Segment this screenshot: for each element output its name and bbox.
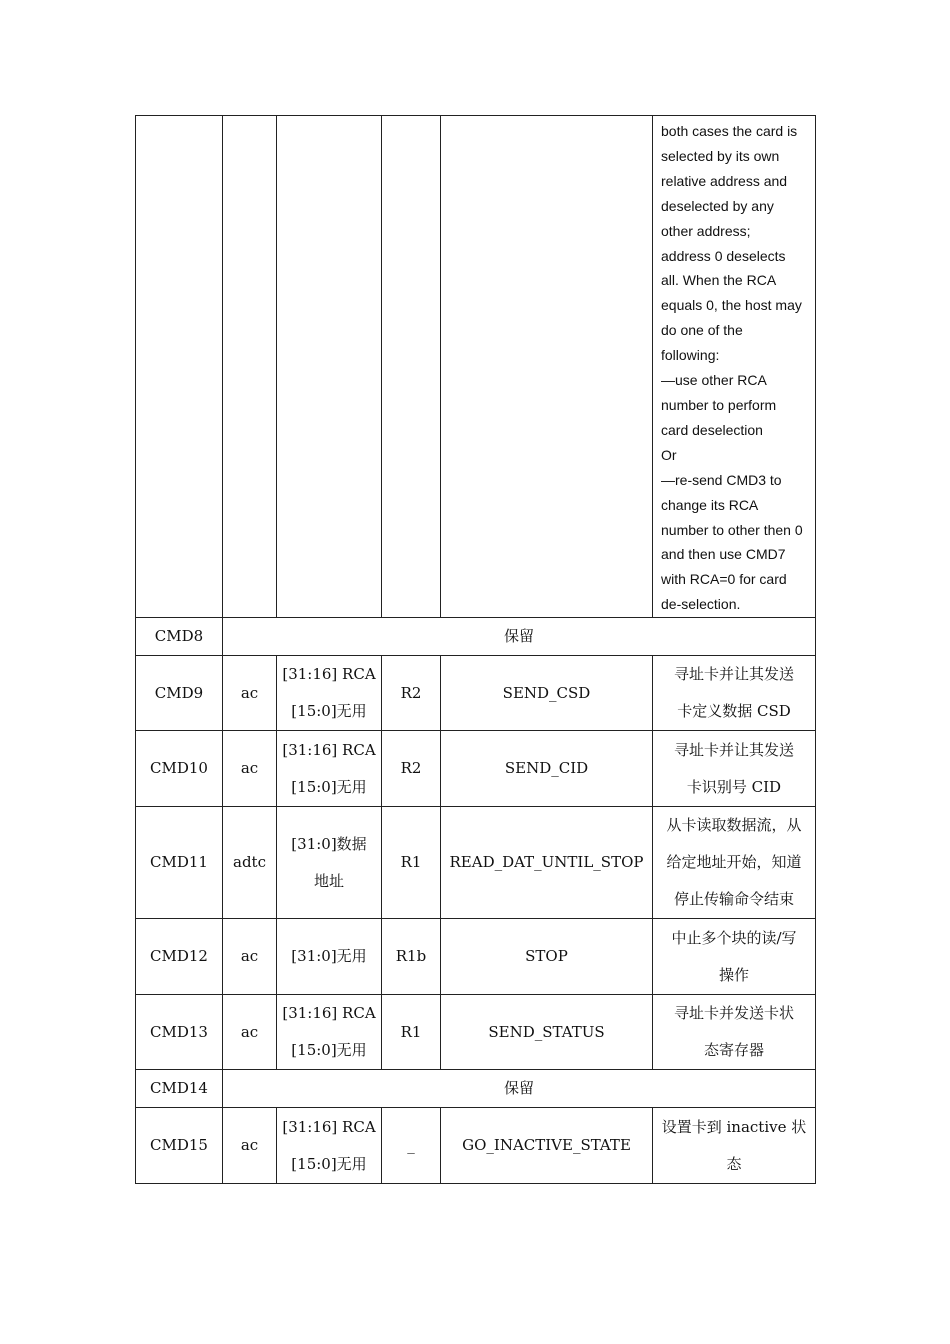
cmd-index-cell: CMD15 <box>136 1108 223 1184</box>
table-row <box>136 807 816 919</box>
type-cell: ac <box>223 656 277 731</box>
table-row <box>136 1108 816 1184</box>
table-row <box>136 995 816 1070</box>
argument-cell: [31:16] RCA [15:0]无用 <box>277 656 382 731</box>
argument-cell: [31:16] RCA [15:0]无用 <box>277 995 382 1070</box>
abbreviation-cell: SEND_CID <box>441 731 653 807</box>
response-cell: R1b <box>382 919 441 995</box>
response-cell: _ <box>382 1108 441 1184</box>
argument-cell: [31:0]数据 地址 <box>277 807 382 919</box>
table-row <box>136 919 816 995</box>
reserved-row <box>136 1070 816 1108</box>
abbreviation-cell: READ_DAT_UNTIL_STOP <box>441 807 653 919</box>
cmd-index-cell: CMD9 <box>136 656 223 731</box>
cmd-index-cell: CMD11 <box>136 807 223 919</box>
description-cell: 从卡读取数据流，从 给定地址开始，知道 停止传输命令结束 <box>653 807 816 919</box>
argument-cell: [31:16] RCA [15:0]无用 <box>277 1108 382 1184</box>
response-cell: R1 <box>382 807 441 919</box>
cmd-index-cell: CMD14 <box>136 1070 223 1108</box>
continuation-row <box>136 116 816 618</box>
cmd-index-cell: CMD10 <box>136 731 223 807</box>
description-cell: 中止多个块的读/写 操作 <box>653 919 816 995</box>
type-cell: adtc <box>223 807 277 919</box>
abbreviation-cell <box>441 116 653 618</box>
reserved-label-cell: 保留 <box>223 1070 816 1108</box>
description-cell: 设置卡到 inactive 状 态 <box>653 1108 816 1184</box>
description-cell: 寻址卡并让其发送 卡定义数据 CSD <box>653 656 816 731</box>
cmd-index-cell <box>136 116 223 618</box>
command-table-body <box>136 116 816 1184</box>
table-row <box>136 731 816 807</box>
type-cell: ac <box>223 1108 277 1184</box>
cmd-index-cell: CMD8 <box>136 618 223 656</box>
argument-cell <box>277 116 382 618</box>
description-cell: 寻址卡并让其发送 卡识别号 CID <box>653 731 816 807</box>
response-cell: R1 <box>382 995 441 1070</box>
reserved-row <box>136 618 816 656</box>
cmd-index-cell: CMD13 <box>136 995 223 1070</box>
abbreviation-cell: SEND_CSD <box>441 656 653 731</box>
type-cell: ac <box>223 731 277 807</box>
cmd-index-cell: CMD12 <box>136 919 223 995</box>
argument-cell: [31:0]无用 <box>277 919 382 995</box>
table-row <box>136 656 816 731</box>
response-cell: R2 <box>382 656 441 731</box>
response-cell: R2 <box>382 731 441 807</box>
type-cell <box>223 116 277 618</box>
abbreviation-cell: STOP <box>441 919 653 995</box>
description-cell: both cases the card is selected by its own relative address and deselected by any other address; address 0 deselects all. When the RCA equals 0, the host may do one of the following: —use other RCA number to perform card deselection Or —re-send CMD3 to change its RCA number to other then 0 and then use CMD7 with RCA=0 for card de-selection. <box>653 116 816 618</box>
type-cell: ac <box>223 919 277 995</box>
command-table <box>135 115 816 1184</box>
abbreviation-cell: SEND_STATUS <box>441 995 653 1070</box>
abbreviation-cell: GO_INACTIVE_STATE <box>441 1108 653 1184</box>
type-cell: ac <box>223 995 277 1070</box>
description-cell: 寻址卡并发送卡状 态寄存器 <box>653 995 816 1070</box>
reserved-label-cell: 保留 <box>223 618 816 656</box>
argument-cell: [31:16] RCA [15:0]无用 <box>277 731 382 807</box>
response-cell <box>382 116 441 618</box>
